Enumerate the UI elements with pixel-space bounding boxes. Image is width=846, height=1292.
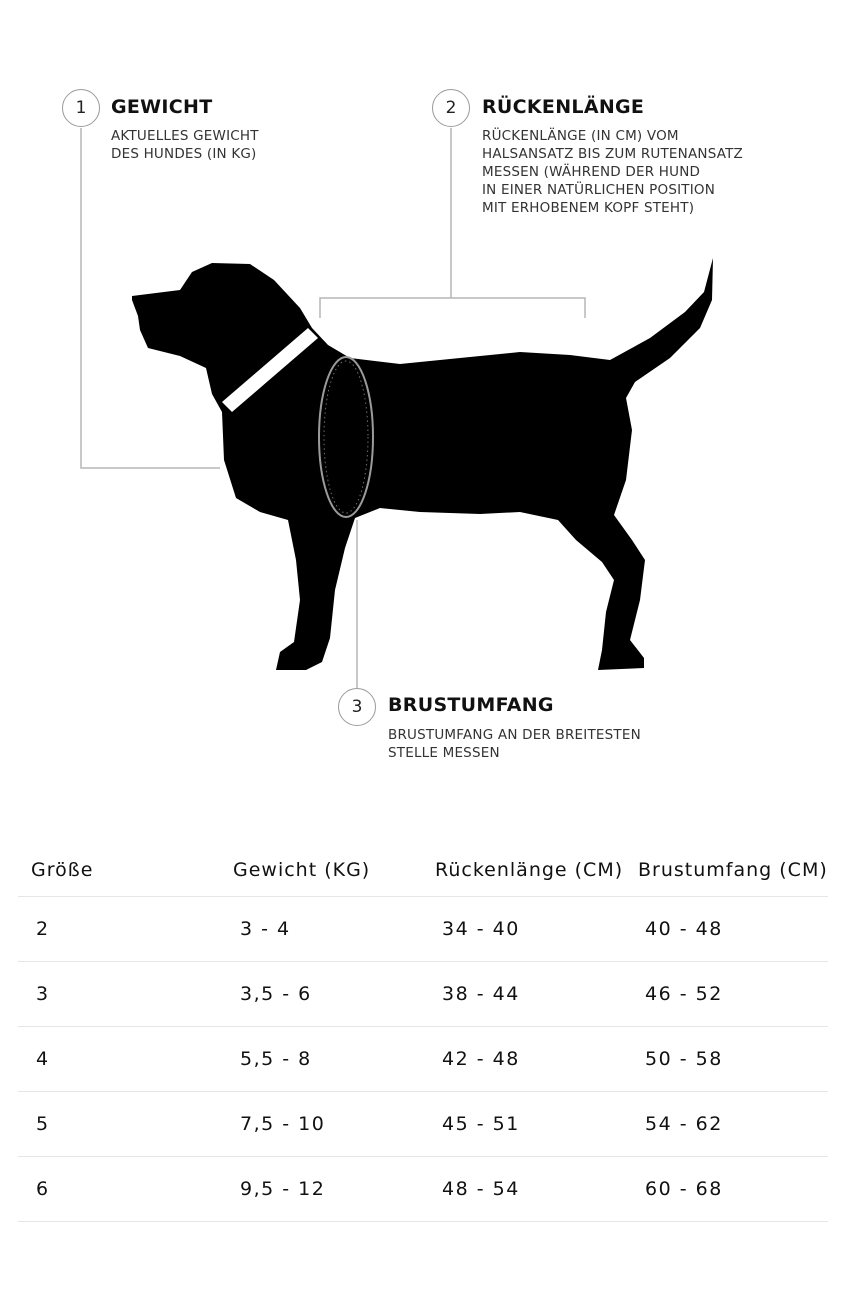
cell-chest: 40 - 48	[625, 897, 828, 962]
cell-size: 3	[18, 962, 220, 1027]
back-length-title: RÜCKENLÄNGE	[482, 96, 645, 118]
table-header-row	[18, 840, 828, 897]
cell-size: 5	[18, 1092, 220, 1157]
cell-back-length: 45 - 51	[422, 1092, 625, 1157]
cell-weight: 5,5 - 8	[220, 1027, 422, 1092]
header-size: Größe	[18, 840, 220, 897]
cell-weight: 3,5 - 6	[220, 962, 422, 1027]
cell-back-length: 42 - 48	[422, 1027, 625, 1092]
callout-number-2: 2	[432, 89, 470, 127]
callout-number-1: 1	[62, 89, 100, 127]
cell-back-length: 38 - 44	[422, 962, 625, 1027]
cell-size: 4	[18, 1027, 220, 1092]
dog-body-shape	[132, 258, 713, 670]
chest-title: BRUSTUMFANG	[388, 694, 554, 716]
cell-chest: 46 - 52	[625, 962, 828, 1027]
callout-number-3: 3	[338, 688, 376, 726]
cell-weight: 7,5 - 10	[220, 1092, 422, 1157]
cell-weight: 3 - 4	[220, 897, 422, 962]
cell-size: 2	[18, 897, 220, 962]
chest-description: BRUSTUMFANG AN DER BREITESTEN STELLE MESSEN	[388, 727, 641, 761]
header-weight: Gewicht (KG)	[220, 840, 422, 897]
weight-title: GEWICHT	[111, 96, 213, 118]
table-row	[18, 1157, 828, 1222]
cell-weight: 9,5 - 12	[220, 1157, 422, 1222]
cell-size: 6	[18, 1157, 220, 1222]
table-row	[18, 897, 828, 962]
header-chest: Brustumfang (CM)	[625, 840, 828, 897]
table-row	[18, 1092, 828, 1157]
weight-description: AKTUELLES GEWICHT DES HUNDES (IN KG)	[111, 128, 259, 162]
cell-chest: 54 - 62	[625, 1092, 828, 1157]
table-row	[18, 962, 828, 1027]
cell-back-length: 34 - 40	[422, 897, 625, 962]
back-length-bracket	[320, 298, 585, 318]
cell-chest: 60 - 68	[625, 1157, 828, 1222]
table-row	[18, 1027, 828, 1092]
size-table	[18, 840, 828, 1222]
cell-chest: 50 - 58	[625, 1027, 828, 1092]
back-length-description: RÜCKENLÄNGE (IN CM) VOM HALSANSATZ BIS ZUM RUTENANSATZ MESSEN (WÄHREND DER HUND IN EINER NATÜRLICHEN POSITION MIT ERHOBENEM KOPF STEHT)	[482, 128, 743, 216]
cell-back-length: 48 - 54	[422, 1157, 625, 1222]
header-back-length: Rückenlänge (CM)	[422, 840, 625, 897]
